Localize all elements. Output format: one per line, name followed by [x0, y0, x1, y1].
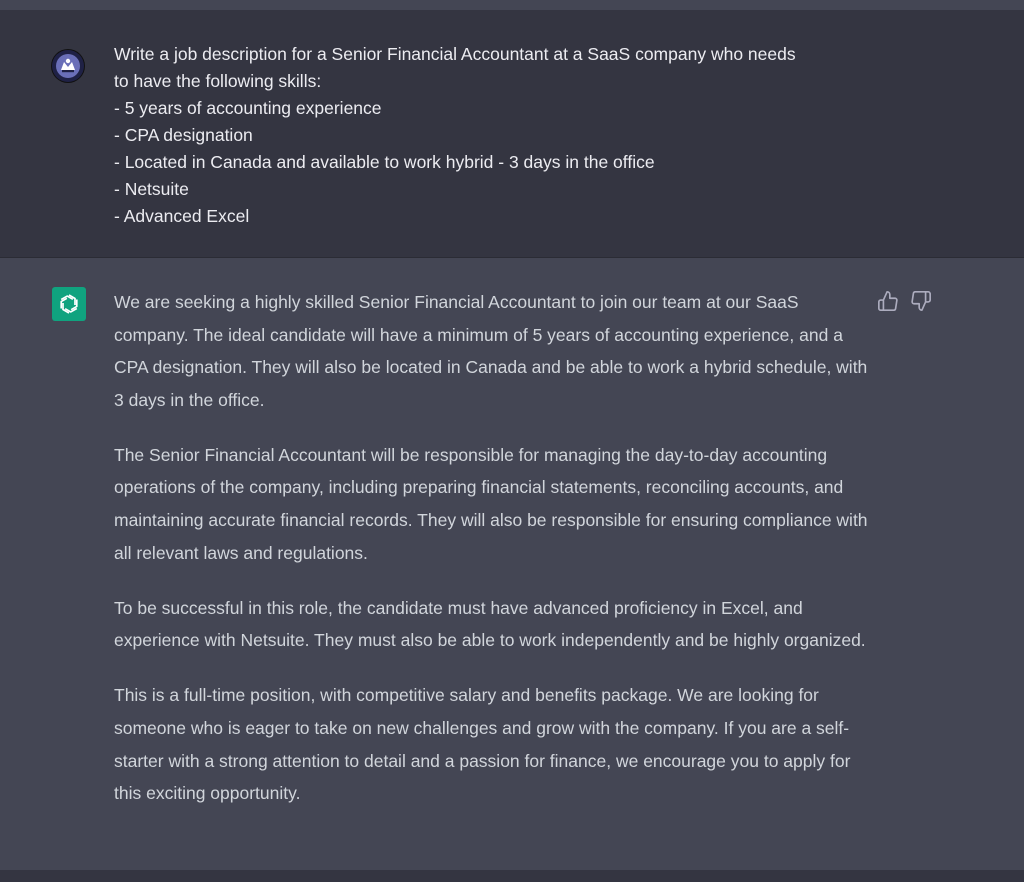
thumbs-up-icon[interactable]: [877, 290, 899, 312]
user-message-line: Write a job description for a Senior Financial Accountant at a SaaS company who needs: [114, 44, 796, 64]
response-paragraph: We are seeking a highly skilled Senior Financial Accountant to join our team at our SaaS company. The ideal candidate will have a minimum of 5 years of accounting experience, and a CPA designation. They will also be located in Canada and be able to work a hybrid schedule, with 3 days in the office.: [114, 292, 868, 410]
response-paragraph: To be successful in this role, the candidate must have advanced proficiency in Excel, and experience with Netsuite. They must also be able to work independently and be highly organized.: [114, 597, 866, 651]
assistant-message: [0, 258, 1024, 870]
user-message-line: - Netsuite: [114, 179, 189, 199]
user-message-line: to have the following skills:: [114, 71, 322, 91]
user-message-line: - Advanced Excel: [114, 206, 250, 226]
chatgpt-logo-icon: [52, 287, 86, 321]
response-paragraph: This is a full-time position, with competitive salary and benefits package. We are looking for someone who is eager to take on new challenges and grow with the company. If you are a self-starter with a strong attention to detail and a passion for finance, we encourage you to apply for this exciting opportunity.: [114, 685, 851, 804]
user-message-line: - 5 years of accounting experience: [114, 98, 382, 118]
user-message: [0, 10, 1024, 258]
user-message-text: [114, 41, 894, 230]
user-message-line: - CPA designation: [114, 125, 253, 145]
thumbs-down-icon[interactable]: [910, 290, 932, 312]
next-message-strip: [0, 870, 1024, 882]
previous-message-strip: [0, 0, 1024, 10]
assistant-message-text: [114, 286, 874, 832]
user-message-line: - Located in Canada and available to work hybrid - 3 days in the office: [114, 152, 655, 172]
user-avatar-icon: [52, 50, 84, 82]
response-paragraph: The Senior Financial Accountant will be responsible for managing the day-to-day accounting operations of the company, including preparing financial statements, reconciling accounts, and maintaining accurate financial records. They will also be responsible for ensuring compliance with all relevant laws and regulations.: [114, 444, 868, 563]
